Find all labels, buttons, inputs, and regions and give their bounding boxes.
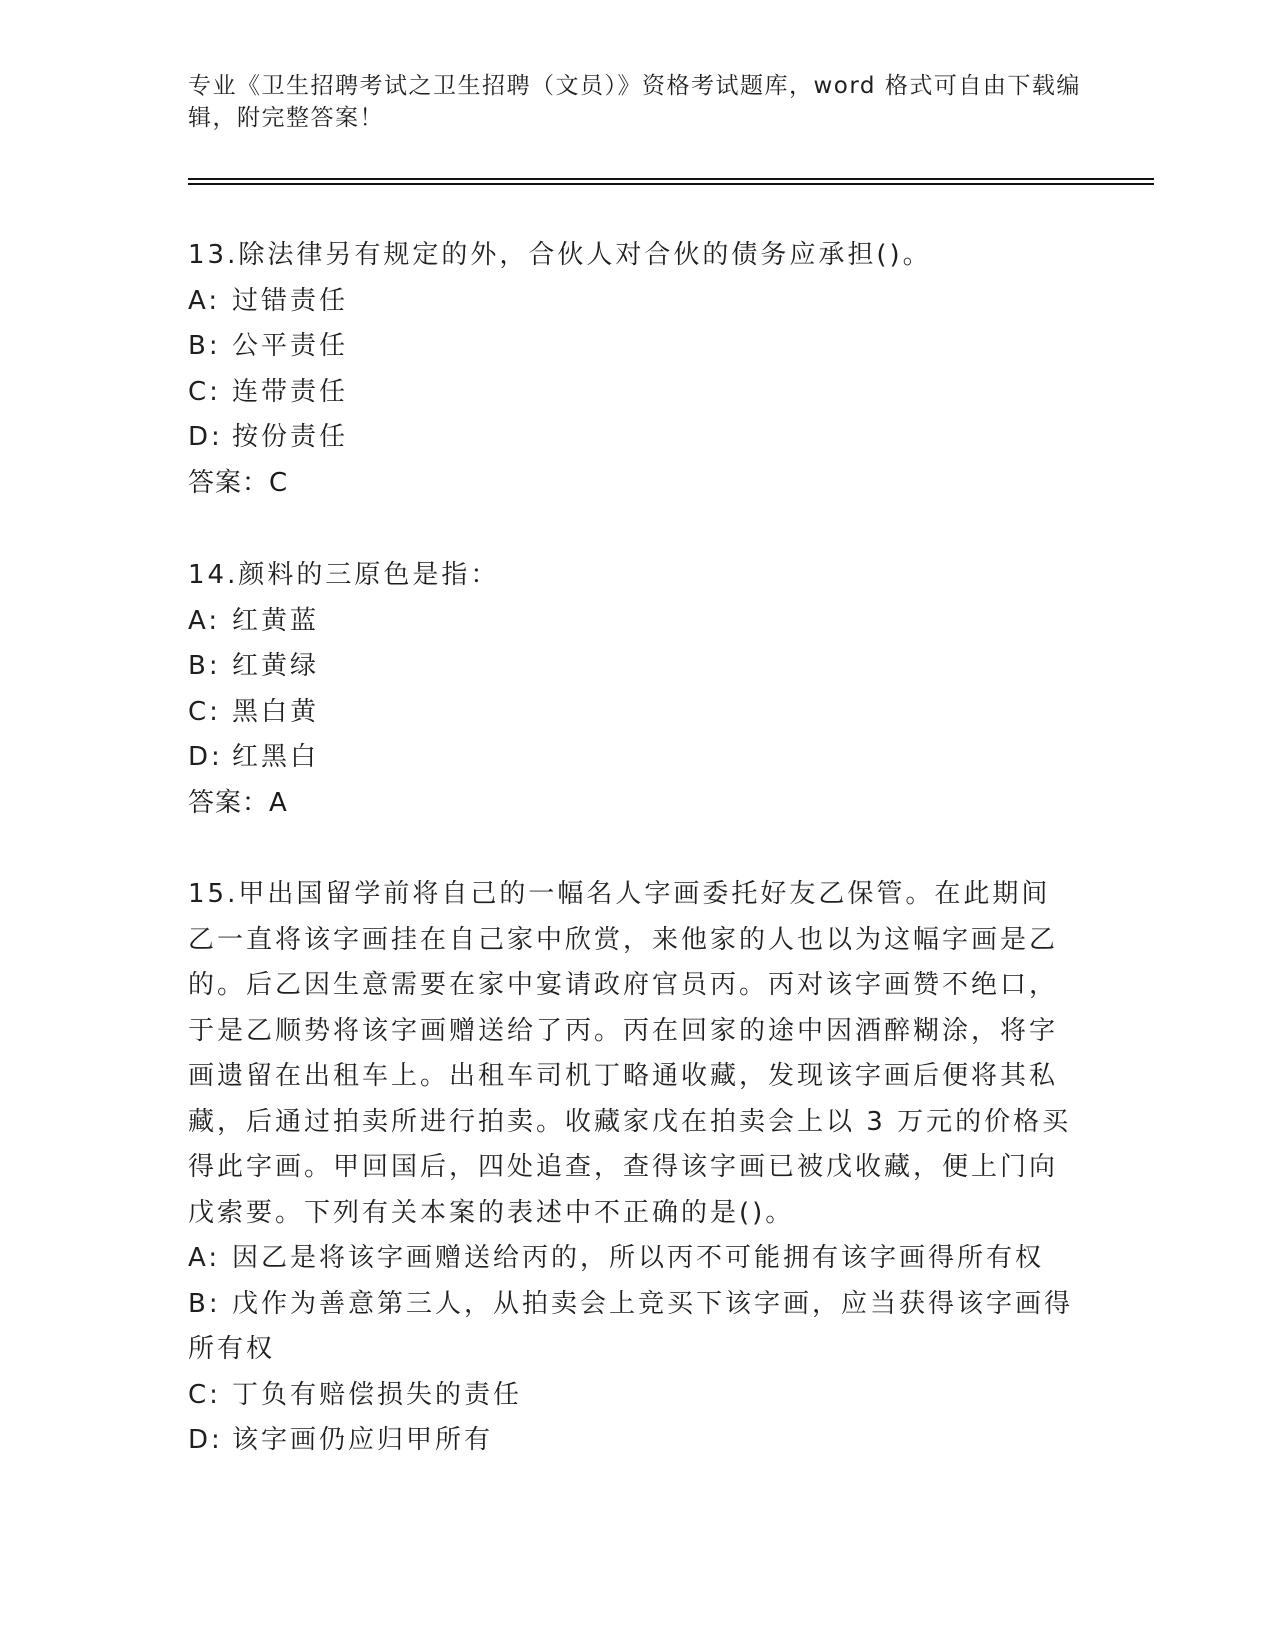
option-letter: D:: [188, 1425, 223, 1455]
option-d: [188, 1418, 1078, 1464]
option-letter: D:: [188, 742, 223, 772]
option-letter: B:: [188, 651, 221, 681]
option-a: [188, 279, 1078, 325]
option-text: 过错责任: [232, 285, 349, 316]
option-letter: C:: [188, 1379, 221, 1410]
header-divider-bottom: [188, 183, 1154, 185]
option-letter: A:: [188, 605, 221, 636]
option-d: [188, 735, 1078, 781]
document-header: 专业《卫生招聘考试之卫生招聘（文员）》资格考试题库，word 格式可自由下载编辑，附完整答案！: [188, 73, 1081, 131]
option-letter: A:: [188, 1243, 221, 1273]
option-text: 丁负有赔偿损失的责任: [232, 1379, 523, 1410]
answer-line: 答案：C: [188, 467, 289, 498]
option-c: [188, 690, 1078, 736]
option-text: 红黑白: [232, 742, 320, 772]
option-text: 红黄蓝: [232, 605, 320, 636]
option-letter: B:: [188, 331, 221, 361]
question-stem: 14.颜料的三原色是指：: [188, 560, 500, 590]
question-13: [188, 233, 1078, 506]
option-b: [188, 324, 1078, 370]
option-letter: C:: [188, 696, 221, 727]
option-c: [188, 370, 1078, 416]
option-a: [188, 1236, 1078, 1282]
option-text: 公平责任: [232, 331, 349, 361]
option-b: [188, 1282, 1078, 1373]
option-text: 戊作为善意第三人，从拍卖会上竞买下该字画，应当获得该字画得所有权: [188, 1288, 1074, 1364]
answer-line: 答案：A: [188, 787, 288, 818]
option-letter: D:: [188, 422, 223, 452]
option-c: [188, 1373, 1078, 1419]
option-letter: A:: [188, 285, 221, 316]
option-b: [188, 644, 1078, 690]
option-text: 红黄绿: [232, 651, 320, 681]
question-stem: 13.除法律另有规定的外，合伙人对合伙的债务应承担()。: [188, 240, 932, 270]
option-text: 因乙是将该字画赠送给丙的，所以丙不可能拥有该字画得所有权: [232, 1243, 1045, 1273]
option-letter: B:: [188, 1288, 221, 1319]
question-stem: 15.甲出国留学前将自己的一幅名人字画委托好友乙保管。在此期间乙一直将该字画挂在自己家中欣赏，来他家的人也以为这幅字画是乙的。后乙因生意需要在家中宴请政府官员丙。丙对该字画赞不绝口，于是乙顺势将该字画赠送给了丙。丙在回家的途中因酒醉糊涂，将字画遗留在出租车上。出租车司机丁略通收藏，发现该字画后便将其私藏，后通过拍卖所进行拍卖。收藏家戊在拍卖会上以 3 万元的价格买得此字画。甲回国后，四处追查，查得该字画已被戊收藏，便上门向戊索要。下列有关本案的表述中不正确的是()。: [188, 879, 1072, 1228]
header-divider-top: [188, 178, 1154, 180]
question-14: [188, 553, 1078, 826]
option-a: [188, 599, 1078, 645]
option-letter: C:: [188, 376, 221, 407]
option-text: 按份责任: [232, 422, 349, 452]
question-15: [188, 872, 1078, 1464]
option-text: 黑白黄: [232, 696, 320, 727]
option-d: [188, 415, 1078, 461]
option-text: 该字画仍应归甲所有: [232, 1425, 494, 1455]
option-text: 连带责任: [232, 376, 349, 407]
